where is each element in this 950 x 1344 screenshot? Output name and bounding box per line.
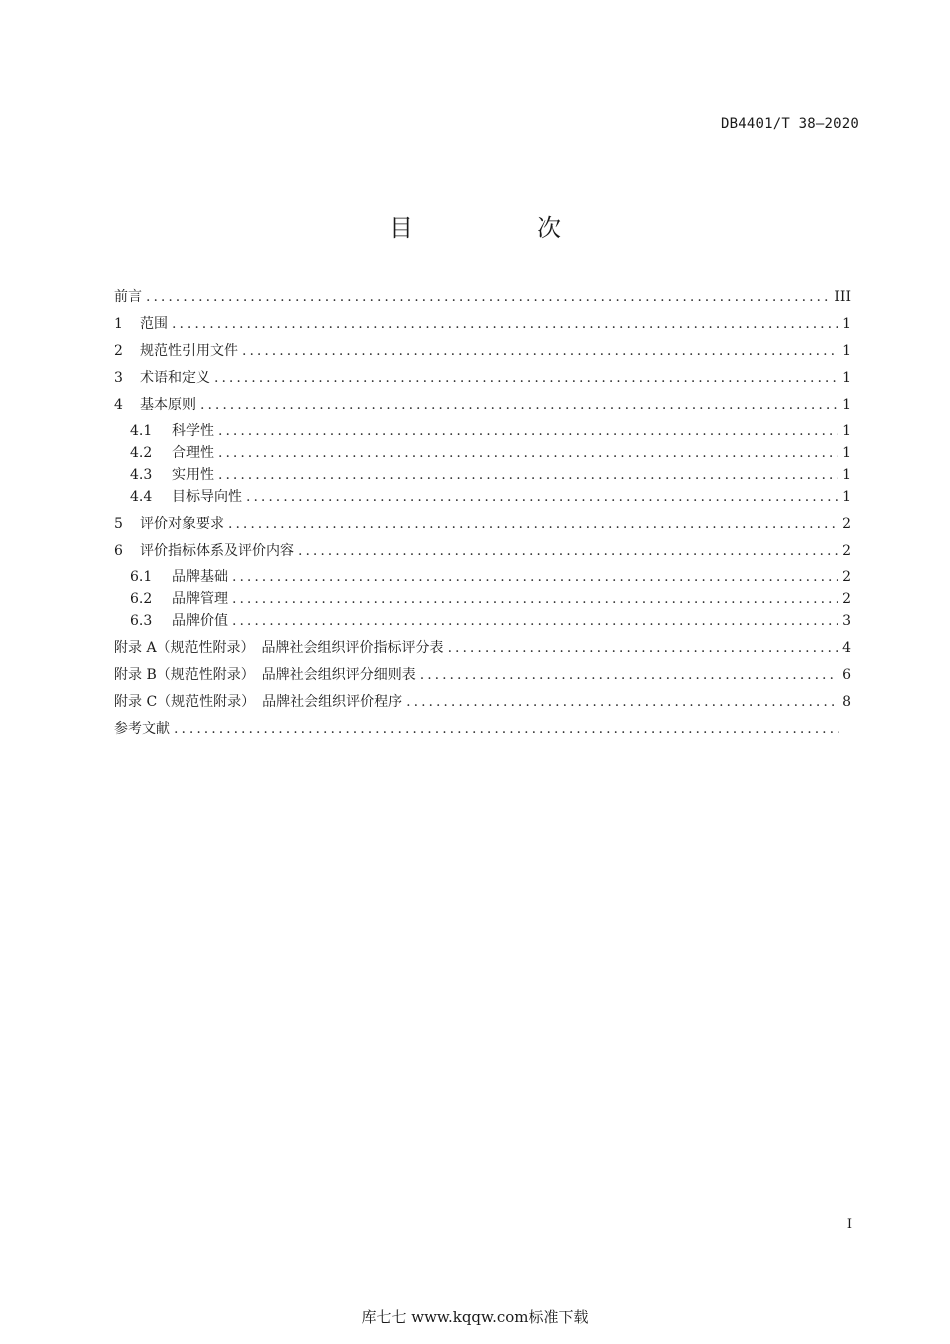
- toc-leader: [214, 367, 838, 389]
- toc-entry-scope[interactable]: [114, 313, 851, 335]
- toc-leader: [218, 420, 838, 442]
- footer-watermark-text: 库七七 www.kqqw.com标准下载: [361, 1308, 589, 1326]
- page-title: 目 次: [389, 214, 611, 242]
- toc-entry-page: III: [834, 289, 851, 305]
- toc-entry-6-1[interactable]: [114, 566, 851, 588]
- toc-leader: [232, 610, 838, 632]
- toc-entry-bibliography[interactable]: [114, 718, 851, 740]
- toc-leader: [406, 691, 838, 713]
- toc-entry-page: 1: [842, 445, 851, 461]
- toc-leader: [146, 286, 830, 308]
- toc-entry-number: 2: [114, 343, 123, 359]
- toc-entry-number: 4.1: [130, 423, 153, 439]
- toc-entry-label: 附录 A（规范性附录） 品牌社会组织评价指标评分表: [114, 640, 444, 656]
- toc-entry-6-2[interactable]: [114, 588, 851, 610]
- table-of-contents: [114, 286, 851, 740]
- toc-entry-number: 6.1: [130, 569, 153, 585]
- toc-entry-page: 1: [842, 489, 851, 505]
- toc-entry-label: 附录 C（规范性附录） 品牌社会组织评价程序: [114, 694, 403, 710]
- toc-entry-page: 1: [842, 343, 851, 359]
- toc-entry-label: 评价对象要求: [140, 516, 224, 532]
- toc-entry-page: 1: [842, 467, 851, 483]
- toc-entry-number: 4.3: [130, 467, 153, 483]
- toc-entry-page: 2: [842, 543, 851, 559]
- toc-entry-normative-references[interactable]: [114, 340, 851, 362]
- toc-leader: [228, 513, 838, 535]
- page-number: I: [846, 1217, 852, 1232]
- toc-entry-6-3[interactable]: [114, 610, 851, 632]
- toc-entry-number: 3: [114, 370, 123, 386]
- toc-entry-page: 1: [842, 397, 851, 413]
- toc-entry-appendix-b[interactable]: [114, 664, 851, 686]
- toc-entry-4-3[interactable]: [114, 464, 851, 486]
- toc-entry-evaluation-object[interactable]: [114, 513, 851, 535]
- toc-entry-4-1[interactable]: [114, 420, 851, 442]
- toc-entry-label: 目标导向性: [172, 489, 242, 505]
- toc-entry-label: 评价指标体系及评价内容: [140, 543, 294, 559]
- toc-leader: [218, 442, 838, 464]
- toc-leader: [200, 394, 838, 416]
- toc-entry-number: 6.3: [130, 613, 153, 629]
- toc-leader: [232, 588, 838, 610]
- toc-entry-page: 1: [842, 316, 851, 332]
- toc-leader: [174, 718, 839, 740]
- toc-entry-label: 科学性: [172, 423, 214, 439]
- toc-entry-number: 4.2: [130, 445, 153, 461]
- toc-leader: [232, 566, 838, 588]
- toc-entry-page: 2: [842, 516, 851, 532]
- toc-entry-appendix-c[interactable]: [114, 691, 851, 713]
- toc-entry-label: 基本原则: [140, 397, 196, 413]
- toc-entry-label: 范围: [140, 316, 168, 332]
- toc-entry-number: 1: [114, 316, 123, 332]
- toc-entry-number: 6.2: [130, 591, 153, 607]
- toc-entry-label: 合理性: [172, 445, 214, 461]
- toc-entry-page: 2: [842, 569, 851, 585]
- toc-entry-label: 实用性: [172, 467, 214, 483]
- toc-entry-page: 8: [842, 694, 851, 710]
- document-code: DB4401/T 38—2020: [720, 116, 859, 132]
- toc-entry-appendix-a[interactable]: [114, 637, 851, 659]
- toc-entry-page: 3: [842, 613, 851, 629]
- toc-leader: [448, 637, 839, 659]
- toc-entry-label: 术语和定义: [140, 370, 210, 386]
- toc-entry-index-system[interactable]: [114, 540, 851, 562]
- toc-entry-page: 6: [842, 667, 851, 683]
- toc-entry-page: 2: [842, 591, 851, 607]
- toc-entry-number: 5: [114, 516, 123, 532]
- toc-leader: [172, 313, 838, 335]
- toc-entry-preface[interactable]: [114, 286, 851, 308]
- toc-leader: [298, 540, 838, 562]
- toc-leader: [420, 664, 838, 686]
- toc-entry-terms-definitions[interactable]: [114, 367, 851, 389]
- toc-entry-label: 前言: [114, 289, 142, 305]
- toc-entry-page: 1: [842, 370, 851, 386]
- toc-leader: [246, 486, 838, 508]
- toc-entry-page: 1: [842, 423, 851, 439]
- toc-entry-basic-principles[interactable]: [114, 394, 851, 416]
- toc-leader: [218, 464, 838, 486]
- toc-entry-number: 4: [114, 397, 123, 413]
- toc-leader: [242, 340, 838, 362]
- toc-entry-number: 6: [114, 543, 123, 559]
- toc-entry-label: 品牌管理: [172, 591, 228, 607]
- toc-entry-label: 参考文献: [114, 721, 170, 737]
- toc-entry-label: 规范性引用文件: [140, 343, 238, 359]
- toc-entry-number: 4.4: [130, 489, 153, 505]
- toc-entry-label: 品牌基础: [172, 569, 228, 585]
- toc-entry-4-4[interactable]: [114, 486, 851, 508]
- toc-entry-page: 4: [842, 640, 851, 656]
- toc-entry-4-2[interactable]: [114, 442, 851, 464]
- toc-entry-label: 附录 B（规范性附录） 品牌社会组织评分细则表: [114, 667, 416, 683]
- toc-entry-label: 品牌价值: [172, 613, 228, 629]
